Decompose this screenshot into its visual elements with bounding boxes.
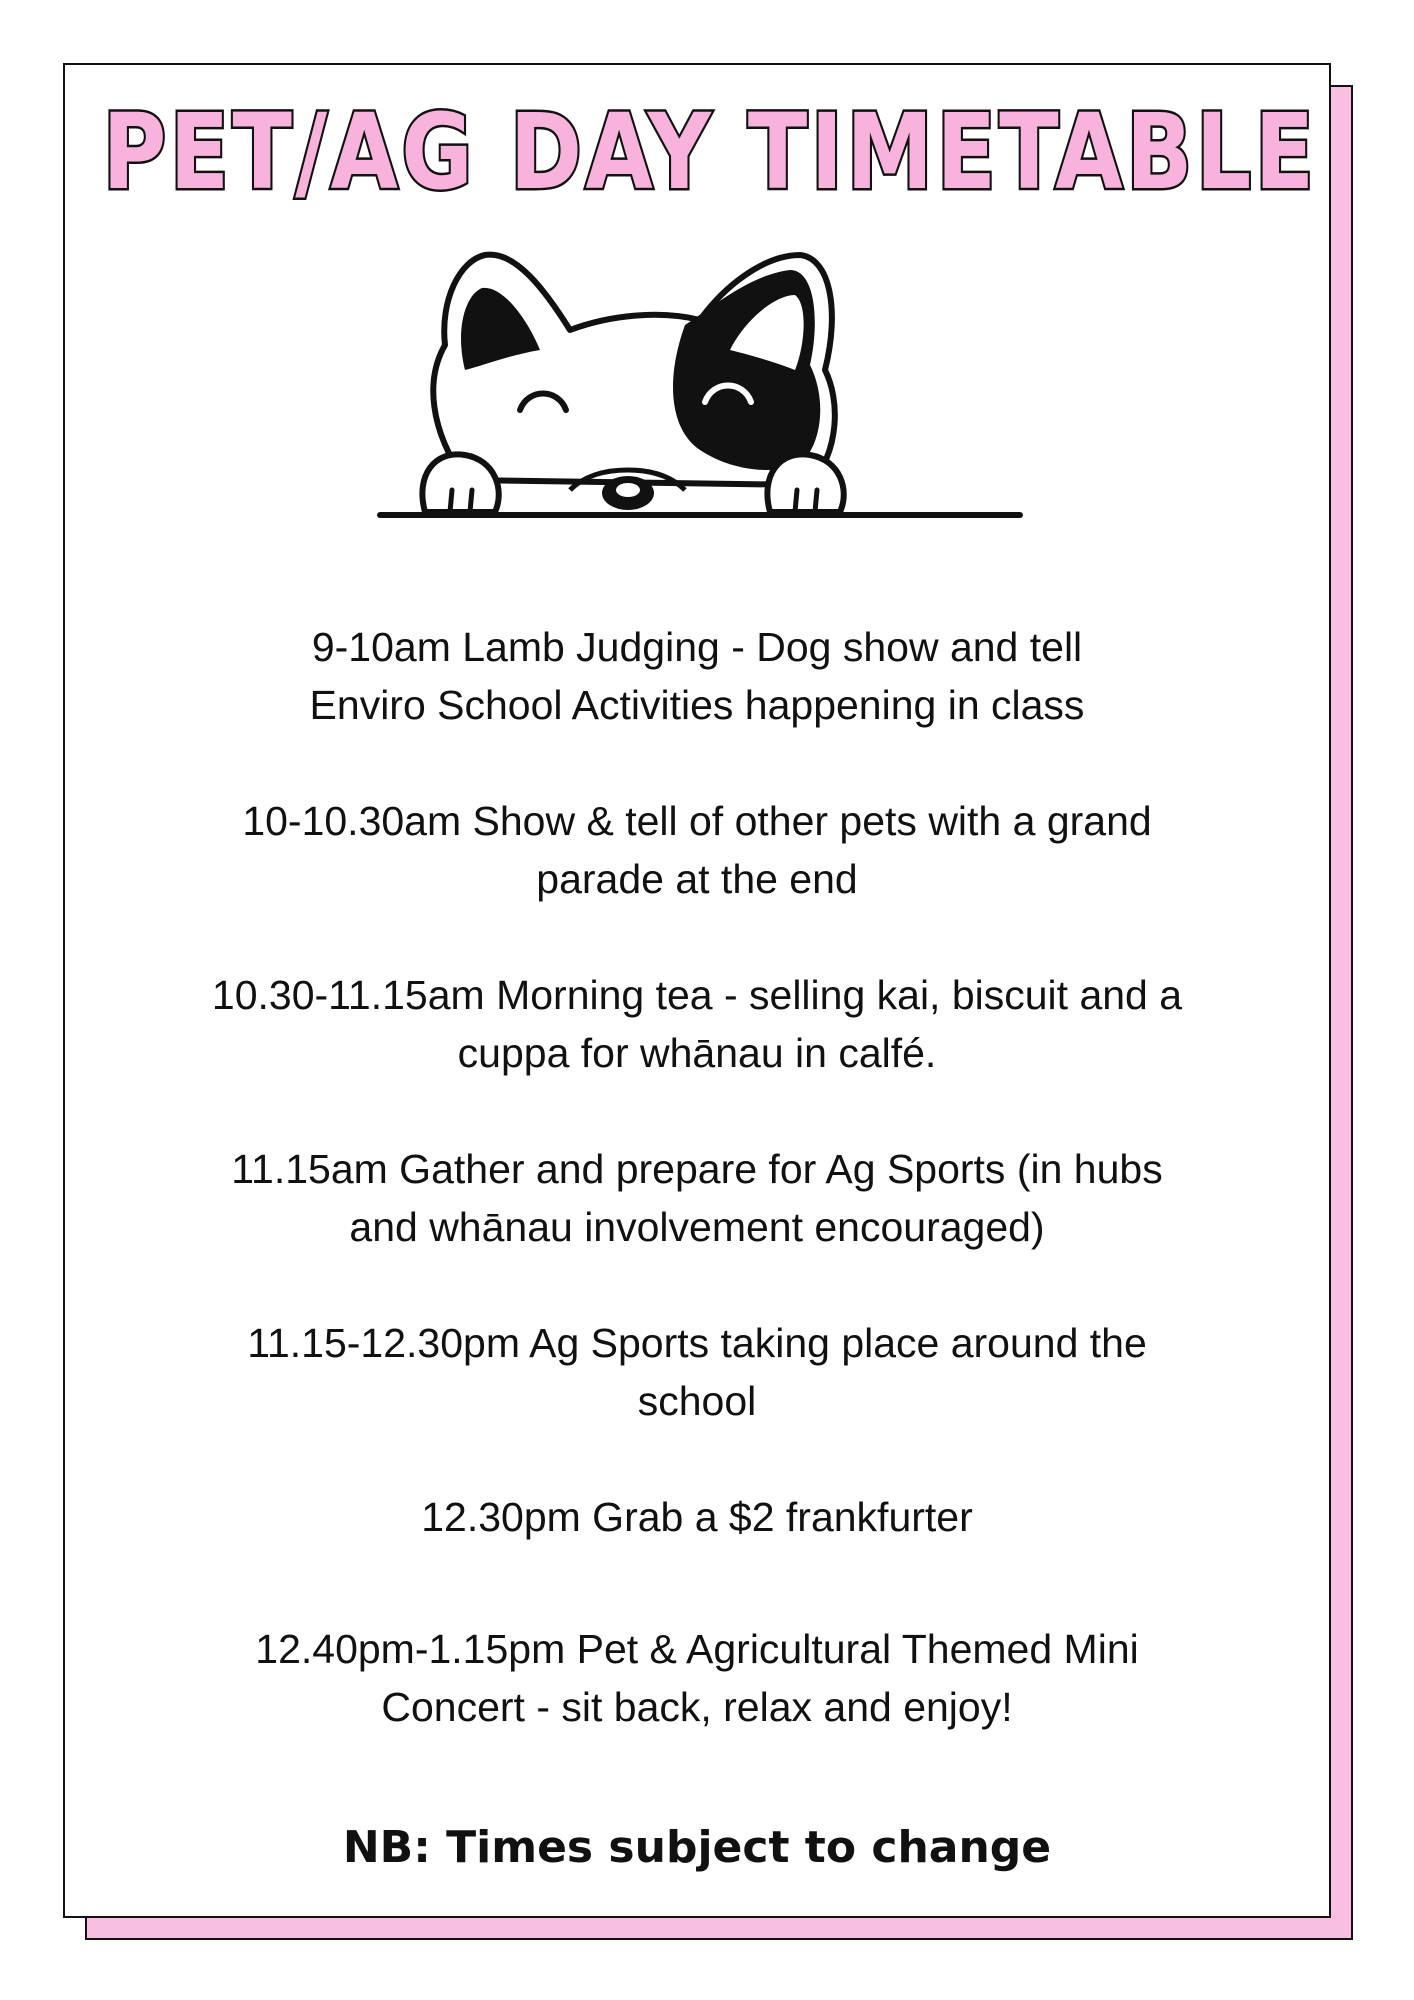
schedule-text: 12.40pm-1.15pm Pet & Agricultural Themed Mini <box>255 1626 1139 1672</box>
schedule-text: and whānau involvement encouraged) <box>349 1204 1045 1250</box>
schedule-text: 10.30-11.15am Morning tea - selling kai, biscuit and a <box>211 972 1183 1018</box>
schedule-entry-10am <box>63 792 1331 908</box>
schedule-text: school <box>637 1378 757 1424</box>
schedule-entry-1115am <box>63 1140 1331 1256</box>
schedule-entry-ag-sports <box>63 1314 1331 1430</box>
schedule-text: 11.15am Gather and prepare for Ag Sports (in hubs <box>231 1146 1163 1192</box>
schedule-text: Enviro School Activities happening in class <box>309 682 1085 728</box>
schedule-text: 9-10am Lamb Judging - Dog show and tell <box>311 624 1083 670</box>
title-text: PET/AG DAY TIMETABLE <box>102 91 1318 213</box>
schedule-entry-concert <box>63 1620 1331 1736</box>
footer-note: NB: Times subject to change <box>342 1822 1052 1873</box>
schedule-entry-1030am <box>63 966 1331 1082</box>
schedule-entry-1230pm <box>63 1488 1331 1546</box>
schedule-text: parade at the end <box>536 856 858 902</box>
page-title <box>90 88 1330 213</box>
peeking-dog-icon <box>370 250 1030 595</box>
schedule-entry-9am <box>63 618 1331 734</box>
schedule-text: 12.30pm Grab a $2 frankfurter <box>421 1494 973 1540</box>
schedule-list <box>63 618 1331 1736</box>
schedule-text: cuppa for whānau in calfé. <box>457 1030 937 1076</box>
schedule-text: Concert - sit back, relax and enjoy! <box>381 1684 1013 1730</box>
schedule-text: 11.15-12.30pm Ag Sports taking place around the <box>247 1320 1147 1366</box>
schedule-text: 10-10.30am Show & tell of other pets with a grand <box>242 798 1152 844</box>
